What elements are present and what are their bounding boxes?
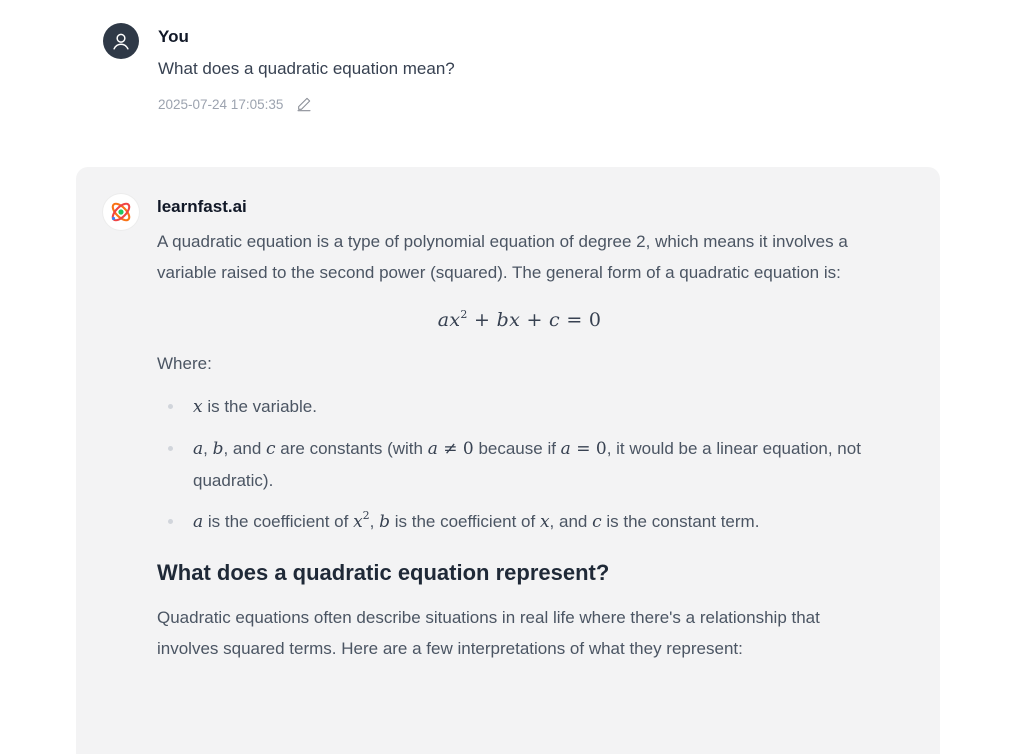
list-item-text: is the variable.	[202, 397, 317, 416]
math-number: 0	[595, 439, 607, 459]
section-paragraph: Quadratic equations often describe situations in real life where there's a relationship that involves squared terms. Here are a few interpretations of what they represent:	[157, 608, 820, 658]
variable-list	[157, 391, 882, 538]
math-var: a	[560, 439, 571, 459]
list-item	[157, 391, 882, 423]
math-exponent: 2	[362, 509, 370, 522]
assistant-message	[76, 167, 940, 754]
where-label: Where:	[157, 354, 212, 373]
formula-b: b	[496, 309, 510, 331]
formula-c: c	[549, 309, 560, 331]
list-item-text: is the coefficient of	[390, 512, 540, 531]
list-item	[157, 433, 882, 496]
math-operator: =	[570, 439, 596, 459]
math-var: x	[193, 397, 203, 417]
formula-zero: 0	[588, 309, 602, 331]
user-message-text: What does a quadratic equation mean?	[158, 59, 455, 78]
math-var: b	[379, 512, 391, 532]
edit-message-button[interactable]	[295, 95, 313, 113]
formula-equals: =	[566, 309, 583, 331]
list-item-text: is the constant term.	[601, 512, 760, 531]
pencil-icon	[296, 96, 312, 112]
list-item-text: , and	[223, 439, 267, 458]
math-var: x	[353, 512, 363, 532]
math-var: b	[212, 439, 224, 459]
section-heading: What does a quadratic equation represent?	[157, 560, 610, 585]
math-number: 0	[462, 439, 474, 459]
list-item-text: is the coefficient of	[203, 512, 354, 531]
list-item-text: ,	[369, 512, 380, 531]
list-item-text: ,	[203, 439, 213, 458]
message-timestamp: 2025-07-24 17:05:35	[158, 96, 284, 112]
user-avatar	[103, 23, 139, 59]
math-var: c	[266, 439, 276, 459]
list-item-text: are constants (with	[275, 439, 428, 458]
math-var: a	[193, 439, 204, 459]
assistant-name: learnfast.ai	[157, 197, 247, 216]
formula-x: x	[509, 309, 521, 331]
assistant-avatar	[103, 194, 139, 230]
general-form-formula	[157, 305, 882, 336]
list-item-text: , it would be a linear equation, not quadratic).	[193, 439, 861, 490]
math-var: x	[539, 512, 550, 532]
list-item-text: because if	[473, 439, 561, 458]
math-var: a	[193, 512, 204, 532]
formula-plus: +	[526, 309, 543, 331]
user-icon	[110, 30, 132, 52]
user-name: You	[158, 27, 189, 46]
math-var: a	[427, 439, 438, 459]
math-var: c	[592, 512, 602, 532]
list-item-text: , and	[549, 512, 593, 531]
intro-paragraph: A quadratic equation is a type of polynomial equation of degree 2, which means it involves a variable raised to the second power (squared). The general form of a quadratic equation is:	[157, 232, 848, 282]
list-item	[157, 506, 882, 538]
assistant-response	[157, 226, 882, 664]
formula-plus: +	[474, 309, 491, 331]
formula-x: x	[449, 309, 461, 331]
math-operator: ≠	[437, 439, 463, 459]
formula-a: a	[437, 309, 450, 331]
message-meta	[158, 95, 313, 113]
formula-exponent: 2	[460, 308, 468, 321]
atom-logo-icon	[108, 199, 134, 225]
